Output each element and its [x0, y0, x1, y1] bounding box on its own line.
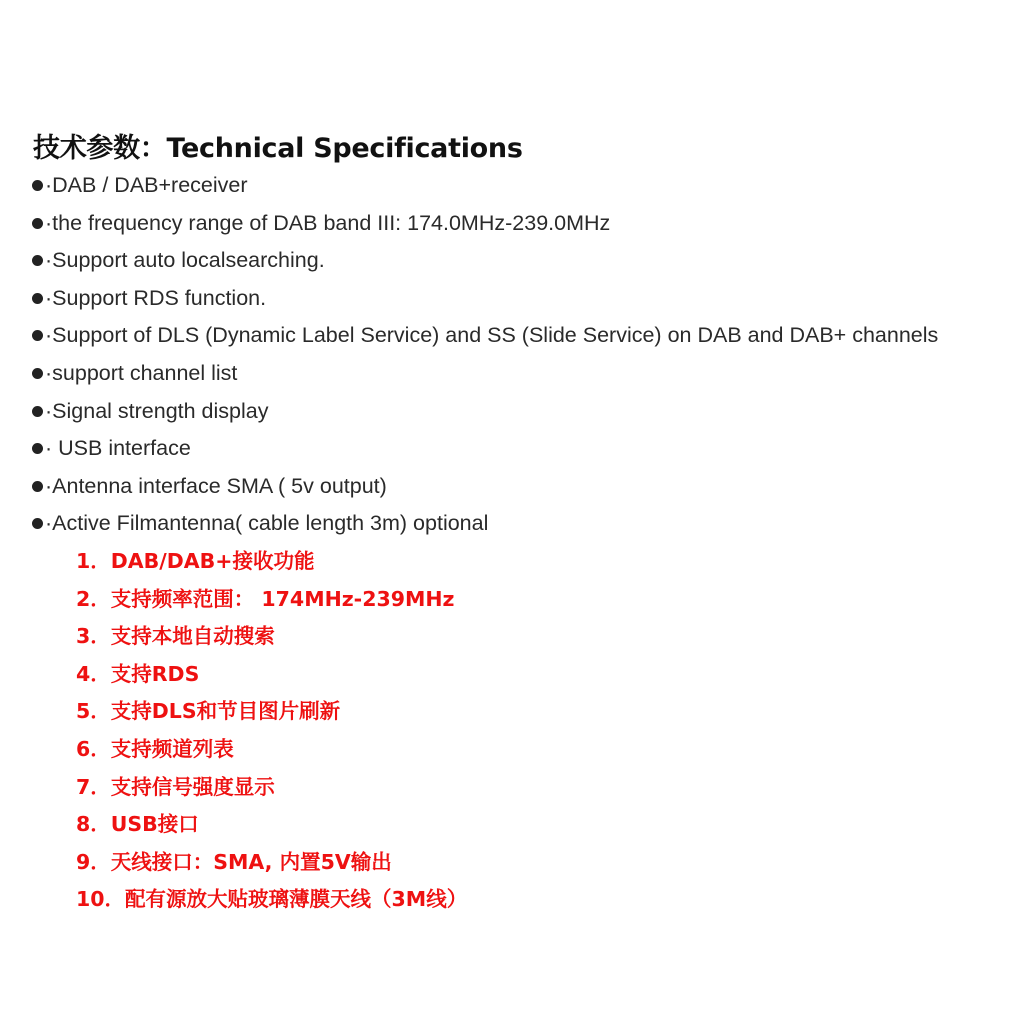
bullet-icon [32, 443, 43, 454]
bullet-icon [32, 518, 43, 529]
cn-spec-item: 2．支持频率范围： 174MHz-239MHz [76, 586, 455, 611]
cn-spec-item: 1．DAB/DAB+接收功能 [76, 549, 315, 573]
spec-text: ·Support auto localsearching. [45, 248, 325, 273]
spec-text: ·Support of DLS (Dynamic Label Service) and SS (Slide Service) on DAB and DAB+ channels [45, 323, 939, 348]
bullet-icon [32, 481, 43, 492]
bullet-icon [32, 330, 43, 341]
page-title: 技术参数：Technical Specifications [33, 133, 523, 164]
cn-spec-item: 6．支持频道列表 [76, 736, 234, 761]
spec-text: ·Support RDS function. [45, 285, 267, 310]
cn-spec-item: 3．支持本地自动搜索 [76, 624, 275, 649]
spec-item [32, 396, 938, 434]
spec-item [32, 245, 938, 283]
cn-spec-item: 4．支持RDS [76, 661, 200, 686]
spec-text: ·DAB / DAB+receiver [45, 173, 248, 197]
spec-text: ·support channel list [45, 360, 238, 385]
spec-item [32, 471, 938, 509]
cn-spec-item: 10．配有源放大贴玻璃薄膜天线（3M线） [76, 887, 468, 912]
spec-text: · USB interface [45, 436, 191, 461]
cn-spec-item: 5．支持DLS和节目图片刷新 [76, 699, 341, 724]
spec-item [32, 358, 938, 396]
cn-spec-item: 9．天线接口：SMA, 内置5V输出 [76, 849, 392, 874]
spec-text: ·the frequency range of DAB band III: 174.0MHz-239.0MHz [45, 210, 611, 235]
english-spec-list [32, 170, 938, 546]
bullet-icon [32, 255, 43, 266]
bullet-icon [32, 368, 43, 379]
spec-item [32, 508, 938, 546]
bullet-icon [32, 406, 43, 417]
spec-item [32, 320, 938, 358]
chinese-spec-list [76, 546, 467, 922]
cn-spec-item: 8．USB接口 [76, 812, 199, 837]
spec-text: ·Signal strength display [45, 398, 269, 423]
spec-item [32, 433, 938, 471]
spec-item [32, 170, 938, 208]
spec-text: ·Active Filmantenna( cable length 3m) optional [45, 511, 489, 536]
cn-spec-item: 7．支持信号强度显示 [76, 774, 275, 799]
bullet-icon [32, 180, 43, 191]
bullet-icon [32, 293, 43, 304]
bullet-icon [32, 218, 43, 229]
spec-item [32, 283, 938, 321]
spec-text: ·Antenna interface SMA ( 5v output) [45, 473, 387, 498]
spec-item [32, 208, 938, 246]
